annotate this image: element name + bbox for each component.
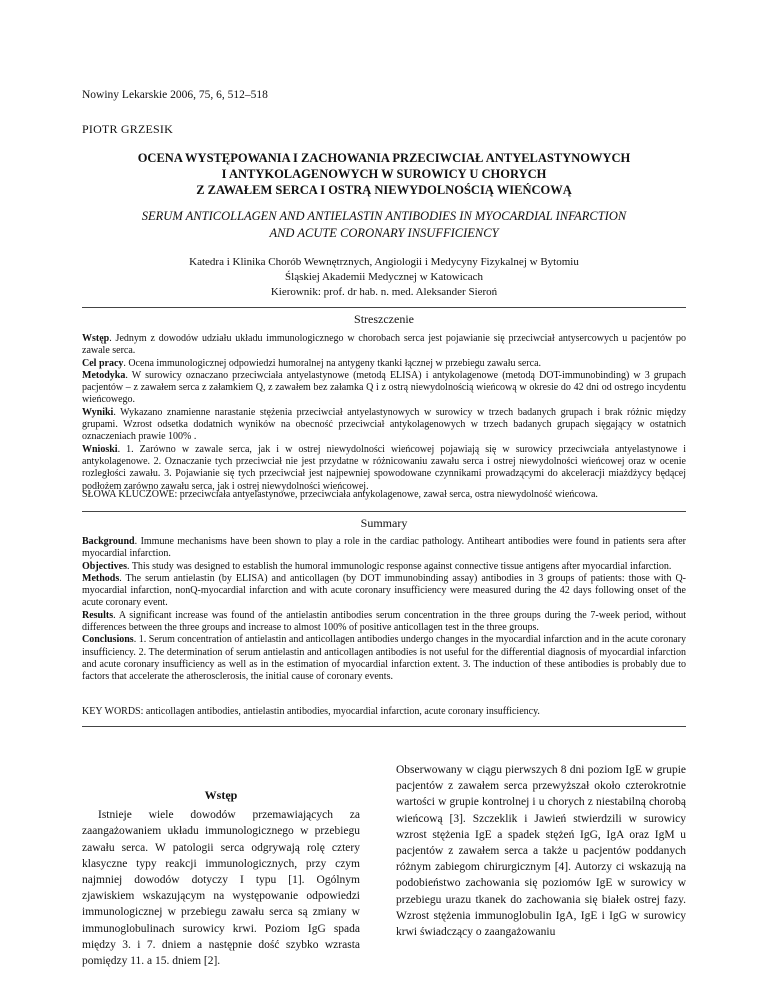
affiliation-line: Śląskiej Akademii Medycznej w Katowicach xyxy=(285,271,483,283)
abstract-text: . Immune mechanisms have been shown to play a role in the cardiac pathology. Antiheart antibodies were found in patients sera after myocardial infarction. xyxy=(82,536,686,560)
title-polish xyxy=(82,150,686,198)
abstract-paragraph xyxy=(82,444,686,493)
body-paragraph: Istnieje wiele dowodów przemawiających za zaangażowaniem układu immunologicznego w przebiegu zawału serca. W patologii serca odgrywają rolę cztery klasyczne typy reakcji immunologicznych, przy czym najmniej dowodów dotyczy I typu [1]. Ogólnym zjawiskiem wskazującym na występowanie odpowiedzi immunologicznej w przebiegu zawału serca są zmiany w immunoglobulinach surowicy krwi. Poziom IgG spada między 3. i 7. dniem a następnie dość szybko wzrasta pomiędzy 11. a 15. dniem [2]. xyxy=(82,809,360,968)
keywords-english: KEY WORDS: anticollagen antibodies, antielastin antibodies, myocardial infarction, acute coronary insufficiency. xyxy=(82,706,540,717)
streszczenie-heading: Streszczenie xyxy=(354,312,414,326)
abstract-text: . W surowicy oznaczano przeciwciała antyelastynowe (metodą ELISA) i antykolagenowe (metodą DOT-immunobinding) w 3 grupach pacjentów – z zawałem serca z załamkiem Q, z zawałem bez załamka Q i z ostrą niewydolnością wieńcową w okresie do 42 dni od ostrego incydentu wieńcowego. xyxy=(82,369,686,406)
abstract-label: Wyniki xyxy=(82,406,114,418)
divider xyxy=(82,307,686,308)
abstract-paragraph xyxy=(82,634,686,683)
abstract-label: Metodyka xyxy=(82,369,126,381)
divider xyxy=(82,511,686,512)
title-polish-line: Z ZAWAŁEM SERCA I OSTRĄ NIEWYDOLNOŚCIĄ WIEŃCOWĄ xyxy=(196,183,572,197)
title-polish-line: I ANTYKOLAGENOWYCH W SUROWICY U CHORYCH xyxy=(221,167,547,181)
abstract-paragraph xyxy=(82,333,686,358)
abstract-label: Conclusions xyxy=(82,634,134,646)
abstract-paragraph xyxy=(82,370,686,407)
title-english xyxy=(82,208,686,242)
abstract-text: . The serum antielastin (by ELISA) and anticollagen (by DOT immunobinding assay) antibodies in 3 groups of patients: those with Q-myocardial infarction, nonQ-myocardial infarction and with acute coronary insufficiency were measured during the 42 days following onset of the acute coronary event. xyxy=(82,572,686,609)
abstract-paragraph xyxy=(82,573,686,610)
abstract-text: . This study was designed to establish the humoral immunologic response against connective tissue antigens after myocardial infarction. xyxy=(127,560,672,572)
author-name: PIOTR GRZESIK xyxy=(82,122,173,136)
abstract-label: Methods xyxy=(82,572,120,584)
affiliation-line: Katedra i Klinika Chorób Wewnętrznych, Angiologii i Medycyny Fizykalnej w Bytomiu xyxy=(189,256,579,268)
abstract-label: Cel pracy xyxy=(82,357,124,369)
abstract-paragraph xyxy=(82,561,686,573)
abstract-label: Background xyxy=(82,536,135,547)
body-paragraph: Obserwowany w ciągu pierwszych 8 dni poziom IgE w grupie pacjentów z zawałem serca przewyższał około czterokrotnie wartości w grupie kontrolnej i u chorych z niestabilną chorobą wieńcową [3]. Szczeklik i Jawień stwierdzili w surowicy wzrost stężenia IgE a spadek stężeń IgG, IgA oraz IgM u pacjentów z zawałem serca a także u pacjentów poddanych różnym zabiegom chirurgicznym [4]. Autorzy ci wskazują na podobieństwo zachowania się poziomów IgE w surowicy w przebiegu urazu tkanek do zachowania się białek ostrej fazy. Wzrost stężenia immunoglobulin IgA, IgE i IgG w surowicy krwi świadczący o zaangażowaniu xyxy=(396,764,686,939)
affiliation-line: Kierownik: prof. dr hab. n. med. Aleksander Sieroń xyxy=(270,286,498,298)
affiliation xyxy=(82,255,686,300)
abstract-label: Wnioski xyxy=(82,443,118,455)
divider xyxy=(82,726,686,727)
abstract-label: Wstęp xyxy=(82,333,110,344)
keywords-polish: SŁOWA KLUCZOWE: przeciwciała antyelastynowe, przeciwciała antykolagenowe, zawał serca, ostra niewydolność wieńcowa. xyxy=(82,489,598,500)
title-polish-line: OCENA WYSTĘPOWANIA I ZACHOWANIA PRZECIWCIAŁ ANTYELASTYNOWYCH xyxy=(137,151,631,165)
summary-body xyxy=(82,536,686,684)
abstract-paragraph xyxy=(82,536,686,561)
abstract-label: Objectives xyxy=(82,560,127,572)
abstract-label: Results xyxy=(82,609,114,621)
journal-citation: Nowiny Lekarskie 2006, 75, 6, 512–518 xyxy=(82,89,268,101)
title-english-line: SERUM ANTICOLLAGEN AND ANTIELASTIN ANTIBODIES IN MYOCARDIAL INFARCTION xyxy=(141,209,627,223)
abstract-text: . 1. Serum concentration of antielastin and anticollagen antibodies undergo changes in the myocardial infarction and in the acute coronary insufficiency. 2. The determination of serum antielastin and anticollagen antibodies is not useful for the differential diagnosis of myocardial infarction and acute coronary insufficiency as well as in the estimation of myocardial infarction extent. 3. The induction of these antibodies is probably due to factors that accelerate the atherosclerosis, the initial cause of coronary events. xyxy=(82,634,686,683)
abstract-paragraph xyxy=(82,610,686,635)
abstract-text: . 1. Zarówno w zawale serca, jak i w ostrej niewydolności wieńcowej pojawiają się w surowicy przeciwciała antyelastynowe i antykolagenowe. 2. Oznaczanie tych przeciwciał nie jest przydatne w różnicowaniu zawału serca i ostrej niewydolności wieńcowej oraz w ocenie rozległości zawału. 3. Pojawianie się tych przeciwciał jest najpewniej spowodowane czynnikami prowadzącymi do akceleracji miażdżycy będącej podłożem zarówno zawału serca, jak i ostrej niewydolności wieńcowej. xyxy=(82,443,686,492)
abstract-text: . Wykazano znamienne narastanie stężenia przeciwciał antyelastynowych w surowicy w trzech badanych grupach i brak różnic między grupami. Wzrost odsetka dodatnich wyników na obecność przeciwciał antykolagenowych w trzech badanych grupach sięgający w ostatnich oznaczeniach prawie 100% . xyxy=(82,406,686,443)
streszczenie-body xyxy=(82,333,686,493)
body-column-right xyxy=(396,762,686,940)
abstract-text: . Ocena immunologicznej odpowiedzi humoralnej na antygeny tkanki łącznej w przebiegu zawału serca. xyxy=(123,357,542,369)
summary-heading: Summary xyxy=(360,516,408,530)
abstract-text: . Jednym z dowodów udziału układu immunologicznego w chorobach serca jest pojawianie się przeciwciał antysercowych u pacjentów po zawale serca. xyxy=(82,333,686,357)
body-column-left xyxy=(82,787,360,969)
abstract-text: . A significant increase was found of the antielastin antibodies serum concentration in the three groups during the 7-week period, without differences between the three groups and increase to almost 100% of positive anticollagen test in the three groups. xyxy=(82,609,686,634)
section-heading: Wstęp xyxy=(204,788,238,802)
title-english-line: AND ACUTE CORONARY INSUFFICIENCY xyxy=(269,226,499,240)
abstract-paragraph xyxy=(82,358,686,370)
abstract-paragraph xyxy=(82,407,686,444)
